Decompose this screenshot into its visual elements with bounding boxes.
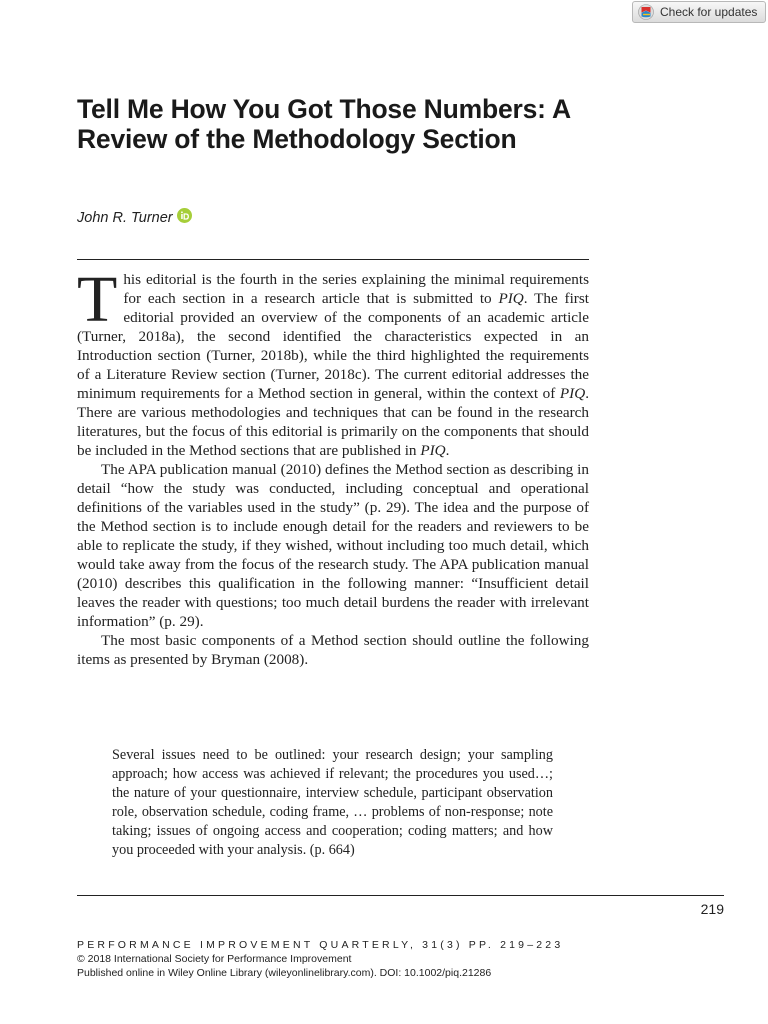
page-number: 219 <box>700 901 724 917</box>
article-body <box>77 263 589 669</box>
paragraph-3: The most basic components of a Method section should outline the following items as presented by Bryman (2008). <box>77 632 589 668</box>
paragraph-2: The APA publication manual (2010) defines the Method section as describing in detail “how the study was conducted, including conceptual and operational definitions of the variables used in the study” (p. 29). The idea and the purpose of the Method section is to include enough detail for the readers and reviewers to be able to replicate the study, if they wished, without including too much detail, which would take away from the focus of the research study. The APA publication manual (2010) describes this qualification in the following manner: “Insufficient detail leaves the reader with questions; too much detail burdens the reader with irrelevant information” (p. 29). <box>77 461 589 630</box>
author-name: John R. Turner <box>77 209 173 226</box>
page-footer <box>77 938 717 980</box>
check-for-updates-label: Check for updates <box>660 5 758 19</box>
drop-cap: T <box>77 263 118 336</box>
crossmark-icon <box>638 4 654 20</box>
copyright-line: © 2018 International Society for Performance Improvement <box>77 953 352 965</box>
orcid-icon[interactable] <box>177 208 192 227</box>
article-title: Tell Me How You Got Those Numbers: A Review of the Methodology Section <box>77 94 570 154</box>
author-line <box>77 208 192 227</box>
footer-rule <box>77 895 724 896</box>
header-rule <box>77 259 589 260</box>
quote-text: Several issues need to be outlined: your research design; your sampling approach; how access was achieved if relevant; the procedures you used…; the nature of your questionnaire, interview schedule, participant observation role, observation schedule, coding frame, … problems of non-response; note taking; issues of ongoing access and cooperation; coding matters; and how you proceeded with your analysis. (p. 664) <box>112 747 553 858</box>
journal-citation: PERFORMANCE IMPROVEMENT QUARTERLY, 31(3) PP. 219–223 <box>77 939 564 951</box>
publication-line: Published online in Wiley Online Library (wileyonlinelibrary.com). DOI: 10.1002/piq.21286 <box>77 967 492 979</box>
block-quote <box>112 746 553 860</box>
check-for-updates-button[interactable] <box>632 1 766 23</box>
paragraph-1: This editorial is the fourth in the series explaining the minimal requirements for each section in a research article that is submitted to PIQ. The first editorial provided an overview of the components of an academic article (Turner, 2018a), the second identified the characteristics expected in an Introduction section (Turner, 2018b), while the third highlighted the requirements of a Literature Review section (Turner, 2018c). The current editorial addresses the minimum requirements for a Method section in general, within the context of PIQ. There are various methodologies and techniques that can be found in the research literatures, but the focus of this editorial is primarily on the components that should be included in the Method sections that are published in PIQ. <box>77 263 589 459</box>
